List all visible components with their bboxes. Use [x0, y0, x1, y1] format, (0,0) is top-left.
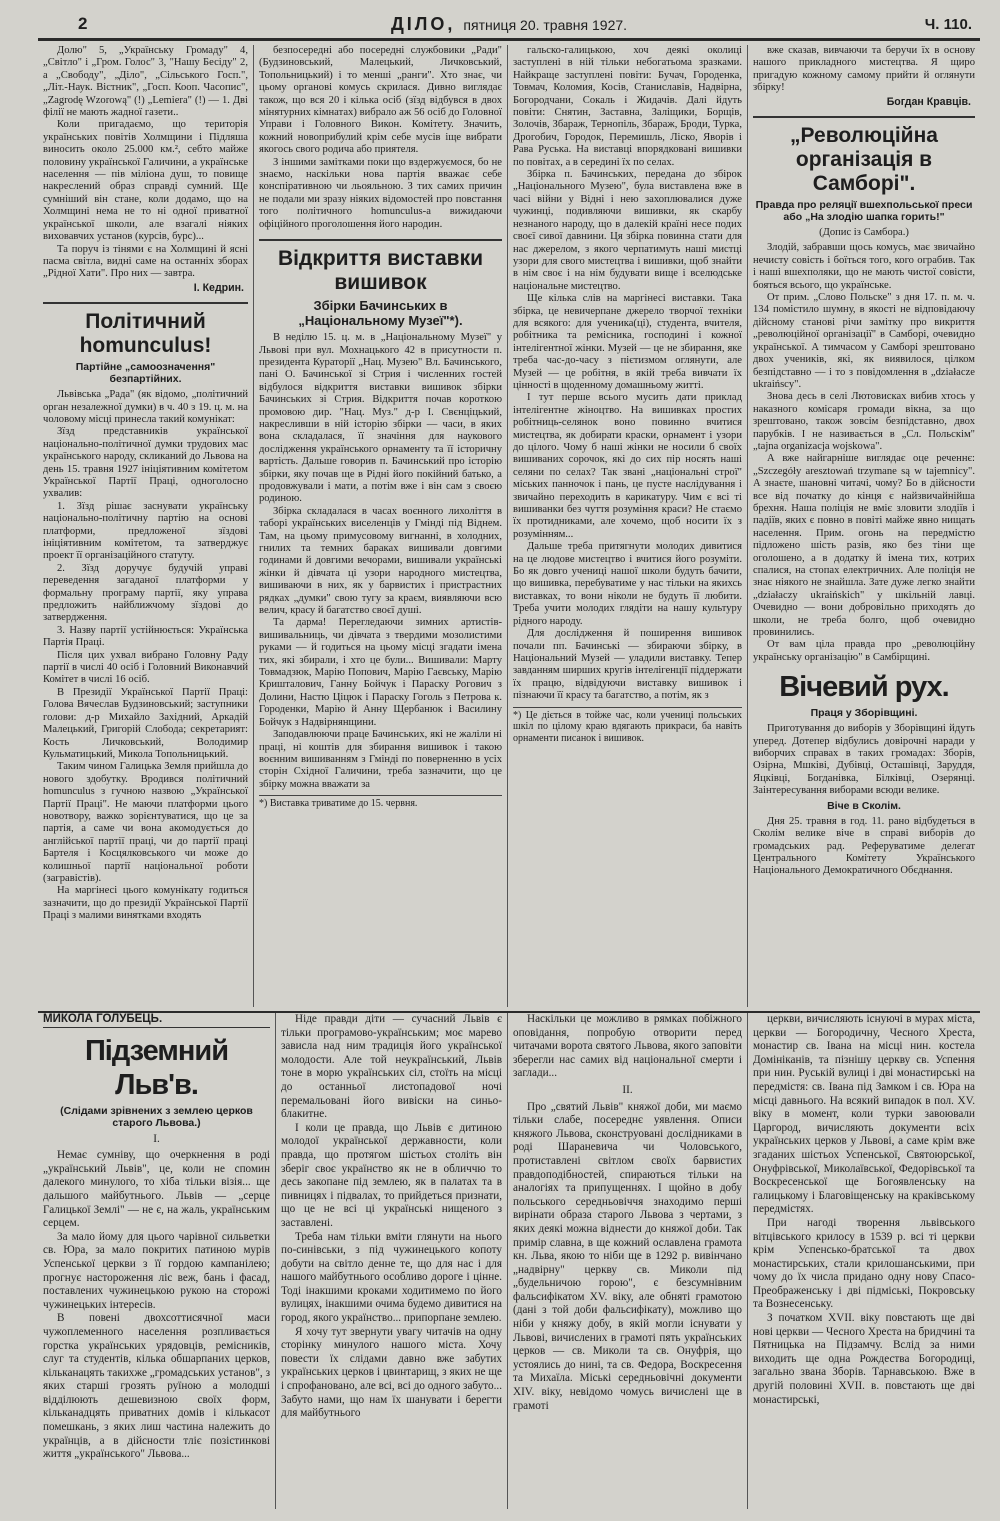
paragraph: Заподавлюючи праце Бачинських, які не жаліли ні праці, ні коштів для збирання вишивок і такою воєнним вишиванням з Гміндi по поверненню в усіх сторін Східної Галичини, треба зазначити, що це збірку можна вважати за: [259, 729, 502, 790]
paragraph: Злодій, забравши щось комусь, має звичайно нечисту совість і боїться того, кого ограбив. Так і наші вшехполяки, що не мають чистої совісти, бояться всього, що українське.: [753, 242, 975, 291]
author-signature: Богдан Кравців.: [886, 95, 971, 108]
paragraph: З іншими замітками поки що вздержуємося, бо не знаємо, наскільки нова партія вважає себе конспіративною чи льояльною. З тих самих причин не подали ми зразу ніяких відомостей про повстання того політичного homunculus-а вижидаючи офіційного проголошення його народин.: [259, 156, 502, 230]
paragraph: За мало йому для цього чарівної сильветки св. Юра, за мало покритих патиною мурів Успенської церкви з її гордою кампанілею; прогнує настороження ліс веж, бань і фасад, поставлених чужинецькою рукою на сторожі чужинецьких інтересів.: [43, 1230, 270, 1311]
top-column-1: [38, 45, 254, 1007]
paragraph: 3. Назву партії устійнюється: Українська Партія Праці.: [43, 624, 248, 649]
subheadline: Партійне „самоозначення" безпартійних.: [75, 361, 216, 386]
paragraph: Немає сумніву, що очеркнення в роді „український Львів", це, коли не спомин далекого минулого, то хіба тільки візія... ще дальшого майбутнього. Львів — „серце Галицької Землі" — не є, на жаль, українським серцем.: [43, 1149, 270, 1230]
paragraph: 2. Зїзд доручує будучій управі переведення загаданої платформи у формальну програму партії, яку управа предложить найближчому зїздові до затвердження.: [43, 562, 248, 624]
newspaper-name: ДІЛО,: [390, 14, 456, 34]
subheadline: Правда про реляції вшехпольської преси або „На злодію шапка горить!": [755, 199, 973, 224]
bottom-column-3: [508, 1013, 748, 1509]
paragraph: І коли це правда, що Львів є дитиною молодої української державности, коли правда, що протягом шістьох століть він зберіг своє українство як не в обличчю то десь закопане під землею, як в палатах та в пивницях і підвалах, то прийдеться признати, що це не всі ці українські нищеного з заставлені.: [281, 1121, 502, 1229]
page-number: 2: [78, 14, 88, 33]
top-column-2: [254, 45, 508, 1007]
paragraph: Долю" 5, „Українську Громаду" 4, „Світло" і „Гром. Голос" 3, "Нашу Бесіду" 2, а „Свободу", „Діло", „Сільського Госп.", „Літ.-Наук. Вістник", „Госп. Кооп. Часопис", „Zagrodę Wzorową" (!) „Lemiera" (!) — 1. Дві філії не мають жадної газети..: [43, 45, 248, 119]
paragraph: Знова десь в селі Лютовисках вибив хтось у наказного комісаря громади вікна, за що зрештовано, також зовсім безпідставно, двох парубків. І не називається в „Сл. Польскім" „tajna organizacja wojskowa".: [753, 391, 975, 452]
paragraph: Ще кілька слів на маргінесі виставки. Така збірка, це невичерпане джерело творчої техніки для всякого: для ученика(ці), студента, вчителя, робітника та ремісника, господині і кожної інтелігентної жінки. Музей — це не збирання, яке треба час-до-часу з пієтизмом оглянути, але Музей — це робітня, в якій треба вивчати їх цінності в щоденному домашньому житті.: [513, 293, 742, 391]
section-marker: (Допис із Самбора.): [819, 227, 909, 239]
section-marker: І.: [153, 1132, 160, 1145]
bottom-column-2: [276, 1013, 508, 1509]
paragraph: Я хочу тут звернути увагу читачів на одну сторінку минулого нашого міста. Хочу повести їх слідами давно вже забутих українських церков і цвинтарищ, з яких не ще і спрофановано, але всі, всі до одного забуто... Забуто нами, що нам їх шанувати і берегти для майбутнього: [281, 1325, 502, 1420]
bottom-section: [38, 1011, 980, 1509]
paragraph: Наскільки це можливо в рямках побіжного оповідання, попробую отворити перед читачами ворота святого Львова, якого заповіти зберегли нас самих від національної смерти і заглади...: [513, 1013, 742, 1080]
paragraph: В неділю 15. ц. м. в „Національному Музеї" у Львові при вул. Мохнацького 42 в присутности п. президента Кураторії „Нац. Музею" Вл. Бачинського, пані О. Бачинської зі Стрия і численних гостей відбулося відкриття виставки вишивок збірки Бачинських зі Стрия. Відкриття почав короткою промовою дир. "Нац. Муз." д-р І. Свєнціцький, накресливши в ній історію збірки — часи, в яких вона складалася, її значіння для наукового дослідження українського орнаменту та її історичну вартість. Дальше говорив п. Бачинський про історію збірки, яку почав ще в Рідні його покійний батько, а продовжували і мати, а потім вже і він сам з своєю родиною.: [259, 332, 502, 505]
headline: „Революційна організація в Самборі".: [753, 116, 975, 196]
paragraph: вже сказав, вивчаючи та беручи їх в основу нашого прикладного мистецтва. Я щиро пригадую кожному самому прийти й оглянути збірку!: [753, 45, 975, 94]
headline: Підземний Льв'в.: [84, 1034, 229, 1101]
issue-date: пятниця 20. травня 1927.: [463, 17, 628, 33]
masthead: [38, 12, 980, 41]
paragraph: Про „святий Львів" княжої доби, ми маємо тільки слабе, посереднє уявлення. Описи княжого Львова, сконструовані дослідниками в роді Шараневича чи Чоловського, протиставленi світлом своїх барвистих правдоподібностей, спираються тільки на аналогіях та припущеннях. І щойно в добу польського середньовіччя знаходимо перші вирінати образа старого Львова з чертами, з яких деякі можна віднести до княжої доби. Так примір славна, в ще кожний ославлена грамота кн. Льва, якою то ніби ще в 1292 р. вивінчано „надвірну" церкву св. Миколи під „будельничою горою", є безсумнівним фальсифікатом XV. віку, але обняті грамотою (дані з той доби фальсифікату), можливо що ніби у княжу добу, в якій могли існувати у Львові, вичислених в грамоті пять українських церков — св. Миколи та св. Онуфрія, що устоялись до нині, та св. Федора, Воскресення та Михаїла. Міські середньовічні документи XIV. віку, невідомо чомусь вичислені ще в грамоті: [513, 1100, 742, 1412]
top-section: [38, 45, 980, 1007]
paragraph: З початком XVII. віку повстають ще дві нові церкви — Чесного Хреста на бридчині та Пятницька на Підзамчу. Вслід за ними виходить ще одна Рождества Богородиці, загально звана Зборів. Тарнавською. Вже в другій половині XVII. в. повстають ще дві монастирські,: [753, 1312, 975, 1406]
section-marker: II.: [622, 1083, 633, 1096]
paragraph: А вже найгарніше виглядає оце реченнє: „Szczegóły aresztowań trzymane są w tajemnicy". А знаєте, шановні читачі, чому? Бо в дійсности все від початку до кінця є найзвичайнійша брехня. Наша поліція не вміє зловити злодіїв і падіїв, яких є повно в повіті майже явно нищать населення. Прим. огонь на передмістю підложено шість разів, яко без тіни ще оголошено, а в додатку й імена тих, котрих спалися, на стопах електричних. Але поліція не знає ніякого не знайшла. Зате дуже легко знайти „działaczy ukraińskich" у шкільній лавці. Очевидно — вони добровільно приходять до школи, не треба болго, щоб очевидно провинились.: [753, 453, 975, 639]
paragraph: Дальше треба притягнути молодих дивитися на це людове мистецтво і вчитися його розуміти. Бо як довго учениці нашої школи будуть бачити, що вишивка, перебуватиме у нас тільки на якихсь виставках, то вони ніколи не будуть її любити. Треба учити молодих глядіти на нашу культуру рідного народу.: [513, 541, 742, 627]
paragraph: 1. Зїзд рішає заснувати українську національно-політичну партію на основі платформи, предложеної зїздові ініціятивним комітетом, та затверджує проект її організаційного статуту.: [43, 500, 248, 562]
footnote: *) Це діється в тойже час, коли учениці польських шкіл по цілому краю вдягають прикраси, ба навіть орнаменти писанок і вишивок.: [513, 707, 742, 745]
paragraph: В повені двохсоттисячної маси чужоплеменного населення розпливається горстка українських урядовців, ремісників, слуг та студентів, кілька обшарпаних церков, кільканацять такихже „громадських установ", з яких старші грозять руїною а молодші відділюють дешевизною своїх форм, кільканадцять приватних домів і кількасот помешкань, з яких лиш частина належить до українців, а в дійсности тліє позістинкові життя „українського" Львова...: [43, 1312, 270, 1461]
paragraph: Та дарма! Перегледаючи зимних артистів-вишивальниць, чи дівчата з твердими мозолистими руками — й годиться на цьому місці згадати імена тих, які збирали, і хто це були... Вишивали: Марту Товмадзюк, Марію Попович, Марію Гаєвську, Марію Кришталович, Ганну Бойчук і Параску Рогович з Долини, Настю Ціцюк і Параску Гоголь з Петрова к. Городенки, Марію й Анну Щербанюк і Василину Бойчук з Надвірнянщини.: [259, 617, 502, 728]
paragraph: церкви, вичисляють існуючі в мурах міста, церкви — Богородичну, Чесного Хреста, монастир св. Івана на місці нин. костела Домініканів, та пізнішу церкву св. Успення при нин. Руській вулиці і дві монастирські на передмістя: св. Івана під Замком і св. Юра на місці давнього. На всякий випадок в пол. XV. віку в момент, коли турки завоювали Царгород, вичисляють документи всіх українських церков у Львові, а саме крім вже згаданих шістьох Успенської, Святоюрської, Онуфрівської, Миколаївської, Федорівської та Воскресенської ще Богоявленську на галицькому і Благовіщенську на краківському передмістях.: [753, 1013, 975, 1216]
author-byline: МИКОЛА ГОЛУБЕЦЬ.: [43, 1013, 270, 1028]
paragraph: безпосередні або посередні службовики „Ради" (Будзиновський, Малецький, Личковський, Топольницький) і то менші „ранги". Хто знає, чи цьому органові комусь скрилася. Дивно виглядає також, що вся 20 і кілька осіб (зїзд відбувся в двох мінятурних кімнатах) вибрало аж 56 осіб до Головної Управи і Головного Викон. Комітету. Значить, кожний новоприбулий крім себе мусів іще вибрати якогось свого родича або приятеля.: [259, 45, 502, 156]
paragraph: Таким чином Галицька Земля прийшла до нового здобутку. Вродився політичний homunculus з гучною назвою „Української Партії Праці". Не маючи платформи цього новотвору, важко зорієнтуватися, що це за партія, а саме чи вона акомодується до англійської партії праці, чи до партії праці Бартеля і Косцялковського чи може до колишньої партії національної роботи (загравістів).: [43, 761, 248, 884]
issue-number: Ч. 110.: [924, 16, 972, 33]
paragraph: Та поруч із тінями є на Холмщині й ясні пасма світла, видні саме на останніх зборах „Рідної Хати". Про них — завтра.: [43, 243, 248, 280]
paragraph: Збірка складалася в часах воєнного лихоліття в таборі українських виселенців у Гмінді під Віднем. Там, на цьому примусовому вигнанні, в холодних, гнилих та темних бараках вишивали довгими годинами й довгими вечорами, вишивали українські жінки й дівчата ці узори народного мистецтва, вишиваючи в них, як у барвистих і пристрастних рядках „думки" свою тугу за краєм, виявляючи всю велич, красу й багатство своєї душі.: [259, 505, 502, 617]
author-signature: І. Кедрин.: [193, 281, 244, 294]
paragraph: І тут перше всього мусить дати приклад інтелігентне жіноцтво. На вишивках простих робітниць-селянок воно повинно вчитися мистецтва, як добирати краски, орнамент і узори до цілого. Чому б наші жінки не носили б своїх вишиваних сорочок, які до сих пір носять наші селяни по селах? Так звані „національні строї" міських панночок і пань, це пусте наслідування і звичайно переходить в карикатуру. Чим є всі ті вишиванки без чуття розуміння краси? Не стаємо їх протидниками, але хочемо, щоб носити їх з розумінням...: [513, 392, 742, 540]
paragraph: Коли пригадаємо, що територія українських повітів Холмщини і Підляша виносить около 25.000 км.², себто майже половину української Галичини, а українське населення — пів мілiона душ, то повище накреслений образ справді сумний. Ще сумніший він стане, коли додамо, що на Холмщині нема не то ні одної приватної української школи, але взагалі ніяких виховавчих установ (курсів, бурс)...: [43, 119, 248, 243]
subheadline: Віче в Сколім.: [827, 799, 901, 812]
headline: Політичний homunculus!: [43, 302, 248, 358]
paragraph: Треба нам тільки вміти глянути на нього по-синівськи, з під чужинецького копоту добути на світло денне те, що для нас і для нашого майбутнього особливо дороге і цінне. Тоді інакшими кроками ходитимемо по його вулицях, інакшими очима будемо дивитися на город, якого українство... припорпане землею.: [281, 1230, 502, 1325]
top-column-3: [508, 45, 748, 1007]
subheadline: Збірки Бачинських в „Національному Музеї"*).: [298, 298, 463, 329]
bottom-column-4: [748, 1013, 980, 1509]
paragraph: Приготування до виборів у Зборівщині йдуть уперед. Дотепер відбулись довірочні наради у виборчих справах в таких громадах: Зборів, Озірна, Мшківі, Дубівці, Осташівці, Заруддя, Яцківці, Богданівка, Білківці, Озерянці. Заінтересування виборами всюди велике.: [753, 723, 975, 797]
paragraph: Дня 25. травня в год. 11. рано відбудеться в Сколім велике віче в справі виборів до громадських рад. Реферуватиме делегат Центрального Комітету Українського Національного Демократичного Обєднання.: [753, 815, 975, 877]
headline: Вічевий рух.: [779, 671, 949, 704]
paragraph: От прим. „Слово Польске" з дня 17. п. м. ч. 134 помістило шумну, в якості не відповідаючу дійсному станові річи замітку про викриття „революційної організації" в Самборі, очевидно української. А тимчасом у Самборі зрештовано двох учеників, які, як виявилося, цілком безпідставно — і то з повідомлення в „działacze ukraińscy".: [753, 292, 975, 390]
paragraph: гальско-галицькою, хоч деякі околиці заступлені в ній тільки небогатьома зразками. Найкраще заступлені повіти: Бучач, Городенка, Товмач, Коломия, Косів, Станиславів, Надвірна, Богородчани, Сокаль і Жидачів. Далі йдуть повіти: Снятин, Заставна, Заліщики, Борщів, Золочів, Збараж, Тернопіль, Збараж, Броди, Турка, Дрогобич, Городок, Перемишль, Лiско, Яворів і Рава Руська. На виставці впорядковані вишивки по повітах, а в середині їх по селах.: [513, 45, 742, 168]
subheadline: Праця у Зборівщині.: [810, 707, 918, 720]
newspaper-title: [38, 14, 980, 35]
paragraph: Після цих ухвал вибрано Головну Раду партії в числі 40 осіб і Головний Виконавчий Комітет в числі 16 осіб.: [43, 649, 248, 686]
headline: Відкриття виставки вишивок: [259, 239, 502, 295]
paragraph: Ніде правди діти — сучасний Львів є тільки програмово-українським; моє марево зависла над ним традиція його української молодости. Але той неукраїнський, Львів тоне в морю українських сіл, стоїть на місці до останньої листопадової ночі перемальовані його вивіски на синьо-блакитне.: [281, 1013, 502, 1121]
footnote: *) Виставка триватиме до 15. червня.: [259, 795, 502, 810]
paragraph: На маргінесі цього комунікату годиться зазначити, що до президії Української Партії Праці з малими винятками входять: [43, 885, 248, 922]
paragraph: При нагоді творення львівського вітцівського крилосу в 1539 р. всі ті церкви крім Успенсько-братської та двох монастирських, стали крилошанськими, при чому до їх числа придано одну нову Спасо-Преображенську і дві підміські, Покровську та Вознесенську.: [753, 1216, 975, 1311]
paragraph: От вам ціла правда про „революційну українську організацію" в Самбірщині.: [753, 639, 975, 663]
paragraph: Львівська „Рада" (як відомо, „політичний орган незалежної думки) в ч. 40 з 19. ц. м. на чоловому місці принесла такий комунікат:: [43, 389, 248, 425]
paragraph: В Президії Української Партії Праці: Голова Вячеслав Будзиновський; заступники голови: д-р Михайло Західний, Аркадій Малецький, Григорій Слобода; секретарият: Кость Личковський, Володимир Кульматицький, Микола Топольницький.: [43, 686, 248, 760]
paragraph: Для дослідження й поширення вишивок почали пп. Бачинські — збираючи збірку, в Національний Музей — уладили виставку. Тепер завданням ширших кругів інтелігенції піддержати їх працю, відвідуючи виставку вишивок і пізнаючи її красу та багатство, а потім, як з: [513, 628, 742, 702]
bottom-column-1: [38, 1013, 276, 1509]
top-column-4: [748, 45, 980, 1007]
paragraph: Збірка п. Бачинських, передана до збірок „Національного Музею", була виставлена вже в часі війни у Відні і нею захоплювалися дуже чужинці, подивляючи вишивки, як скарбу незнаного народу, що в далекій країні несе подих своєї сивої давнини. Ця збірка повинна стати для нас джерелом, з якого черпатимуть наші мистці узори для свого мистецтва і вишивки, щоб знайти в нім своє і на нім будувати вище і вселюдське національне мистецтво.: [513, 169, 742, 292]
subheadline: (Слідами зрівнених з землею церков старого Львова.): [60, 1104, 253, 1129]
paragraph: Зїзд представників української національно-політичної думки трудових мас українського народу, скликаний до Львова на день 15. травня 1927 ініціятивним комітетом Української Партії Праці, одноголосно ухвалив:: [43, 426, 248, 500]
